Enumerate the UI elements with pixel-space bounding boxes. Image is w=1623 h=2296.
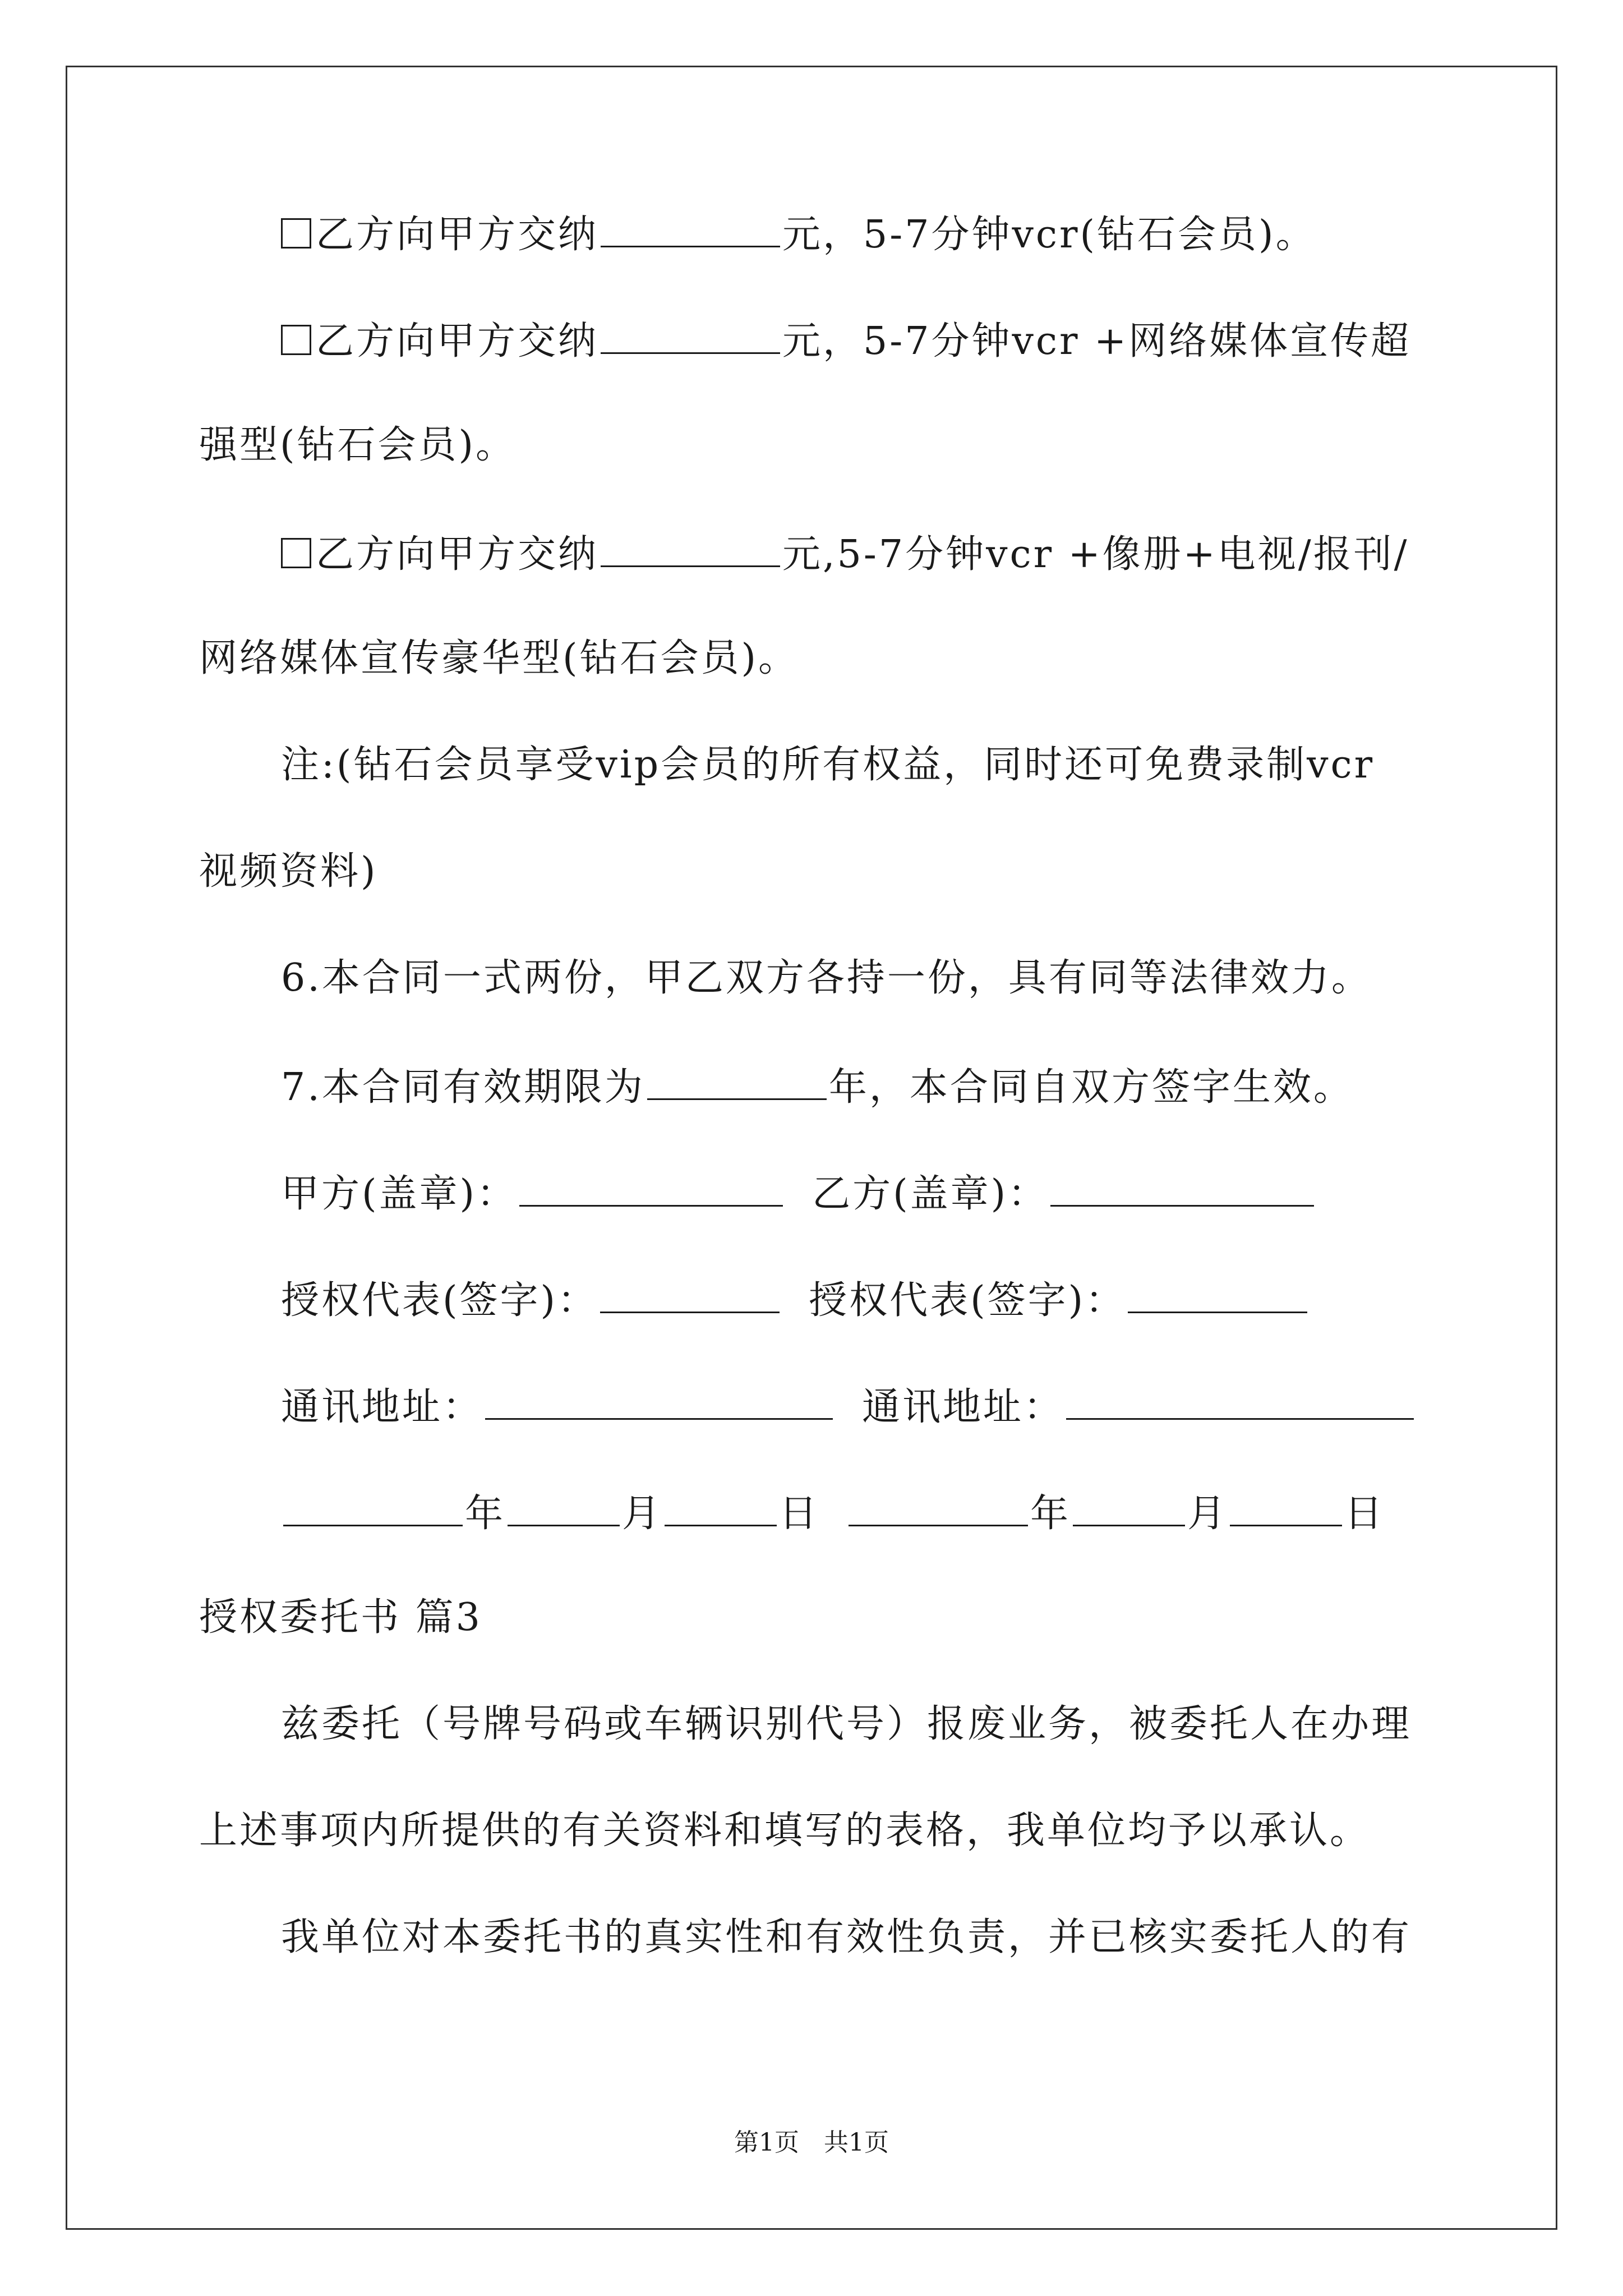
addr-b-label: 通讯地址： <box>862 1385 1064 1429</box>
fill-blank <box>849 1492 1028 1526</box>
fill-blank <box>1066 1386 1414 1420</box>
fill-blank <box>601 213 780 247</box>
month-label: 月 <box>1187 1492 1228 1536</box>
day-label: 日 <box>1344 1492 1385 1536</box>
page-total: 共1页 <box>824 2128 889 2157</box>
fill-blank <box>1073 1492 1185 1526</box>
section-heading: 授权委托书 篇3 <box>199 1595 482 1640</box>
fill-blank <box>1050 1172 1314 1207</box>
rep-b-label: 授权代表(签字)： <box>809 1278 1126 1323</box>
section3-para1-line1: 兹委托（号牌号码或车辆识别代号）报废业务，被委托人在办理 <box>281 1702 1412 1746</box>
fill-blank <box>485 1386 833 1420</box>
clause-7-prefix: 7.本合同有效期限为 <box>281 1065 645 1110</box>
fill-blank <box>647 1066 827 1100</box>
page-number: 第1页 <box>734 2128 799 2157</box>
fill-blank <box>665 1492 777 1526</box>
year-label: 年 <box>465 1492 506 1536</box>
fill-blank <box>601 533 780 567</box>
note-line-1: 注:(钻石会员享受vip会员的所有权益，同时还可免费录制vcr <box>281 743 1375 787</box>
fill-blank <box>601 320 780 354</box>
clause-7 <box>199 1066 1433 1172</box>
checkbox[interactable] <box>281 218 311 249</box>
note-line-2: 视频资料) <box>199 849 378 894</box>
option-suffix: 元,5-7分钟vcr +像册+电视/报刊/ <box>782 532 1409 577</box>
option-line-2 <box>199 320 1433 426</box>
clause-6: 6.本合同一式两份，甲乙双方各持一份，具有同等法律效力。 <box>281 956 1372 1000</box>
checkbox[interactable] <box>281 325 311 355</box>
option-prefix: 乙方向甲方交纳 <box>316 532 599 577</box>
addr-a-label: 通讯地址： <box>281 1385 483 1429</box>
fill-blank <box>600 1279 780 1313</box>
date-line <box>199 1492 1433 1599</box>
document-body <box>199 213 1433 2025</box>
month-label: 月 <box>622 1492 663 1536</box>
seal-line <box>199 1172 1433 1279</box>
option-prefix: 乙方向甲方交纳 <box>316 213 599 257</box>
option-prefix: 乙方向甲方交纳 <box>316 319 599 364</box>
fill-blank <box>508 1492 620 1526</box>
option-line-1 <box>199 213 1433 320</box>
section3-para1-line2: 上述事项内所提供的有关资料和填写的表格，我单位均予以承认。 <box>199 1809 1371 1853</box>
option-line-2-cont: 强型(钻石会员)。 <box>199 423 517 467</box>
address-line <box>199 1386 1433 1492</box>
clause-7-suffix: 年，本合同自双方签字生效。 <box>828 1065 1354 1110</box>
fill-blank <box>519 1172 783 1207</box>
representative-line <box>199 1279 1433 1386</box>
page-footer <box>0 2122 1623 2158</box>
section3-para2-line1: 我单位对本委托书的真实性和有效性负责，并已核实委托人的有 <box>281 1915 1412 1959</box>
checkbox[interactable] <box>281 538 311 568</box>
option-line-3-cont: 网络媒体宣传豪华型(钻石会员)。 <box>199 636 799 680</box>
option-suffix: 元，5-7分钟vcr +网络媒体宣传超 <box>782 319 1412 364</box>
option-line-3 <box>199 533 1433 639</box>
fill-blank <box>283 1492 463 1526</box>
option-suffix: 元，5-7分钟vcr(钻石会员)。 <box>782 213 1316 257</box>
party-a-seal-label: 甲方(盖章)： <box>281 1172 518 1216</box>
party-b-seal-label: 乙方(盖章)： <box>812 1172 1049 1216</box>
rep-a-label: 授权代表(签字)： <box>281 1278 598 1323</box>
fill-blank <box>1128 1279 1307 1313</box>
year-label: 年 <box>1030 1492 1071 1536</box>
day-label: 日 <box>779 1492 820 1536</box>
fill-blank <box>1230 1492 1342 1526</box>
